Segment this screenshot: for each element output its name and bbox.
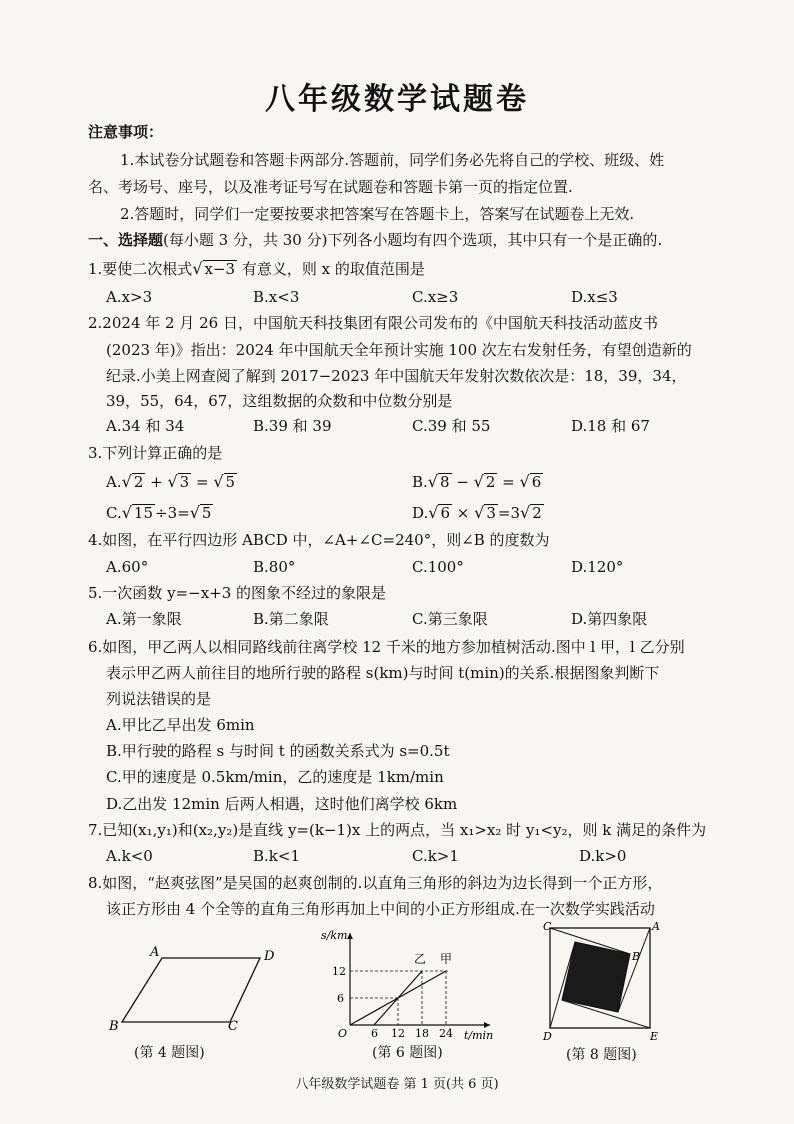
q6-line1: 6.如图，甲乙两人以相同路线前往离学校 12 千米的地方参加植树活动.图中 l 甲，l 乙分别 [88,638,685,656]
q3-option-b: B.√ 8 − √ 2 = √ 6 [412,472,542,491]
notice-item1-line1: 1.本试卷分试题卷和答题卡两部分.答题前，同学们务必先将自己的学校、班级、姓 [120,151,665,169]
figure-6-graph [318,925,498,1040]
q5-option-c: C.第三象限 [412,610,488,628]
fig4-label-d: D [264,949,275,964]
fig6-line-label-yi: 乙 [414,952,427,966]
q3-option-a: A.√ 2 + √ 3 = √ 5 [106,472,236,491]
q2-option-d: D.18 和 67 [571,417,650,435]
q3-d-mid: =3 [497,504,520,522]
q3-option-d: D.√ 6 × √ 3 =3√ 2 [412,503,542,522]
q4-option-c: C.100° [412,558,464,576]
q3-option-c: C.√ 15 ÷3=√ 5 [106,503,212,522]
q8-line1: 8.如图，“赵爽弦图”是吴国的赵爽创制的.以直角三角形的斜边为边长得到一个正方形， [88,874,663,892]
q1-stem [88,259,425,279]
figure-8-caption: (第 8 题图) [566,1047,637,1063]
fig6-line-label-jia: 甲 [440,952,453,966]
q8-line2: 该正方形由 4 个全等的直角三角形再加上中间的小正方形组成.在一次数学实践活动 [106,900,655,918]
fig6-xtick-24: 24 [439,1027,453,1040]
q4-option-d: D.120° [571,558,624,576]
q7-option-c: C.k>1 [412,847,459,865]
q3-b-r3: 6 [531,473,542,491]
parallelogram-shape [122,958,260,1022]
fig6-xtick-18: 18 [415,1027,429,1040]
q3-a-label: A. [106,473,122,491]
figure-4-caption: (第 4 题图) [134,1045,205,1061]
fig6-xtick-6: 6 [371,1027,378,1040]
fig8-label-e: E [650,1030,659,1043]
q4-option-a: A.60° [106,558,149,576]
page-title: 八年级数学试题卷 [265,82,529,117]
q6-line3: 列说法错误的是 [106,690,212,708]
q5-option-a: A.第一象限 [106,610,182,628]
fig6-xlabel: t/min [464,1029,494,1040]
q7-stem: 7.已知(x₁,y₁)和(x₂,y₂)是直线 y=(k−1)x 上的两点，当 x₁>x₂ 时 y₁<y₂，则 k 满足的条件为 [88,821,707,839]
q2-line2: (2023 年)》指出：2024 年中国航天全年预计实施 100 次左右发射任务，有望创造新的 [106,341,692,359]
q6-option-a: A.甲比乙早出发 6min [106,716,255,734]
q3-c-label: C. [106,504,122,522]
q3-d-label: D. [412,504,429,522]
q3-a-r1: 2 [133,473,144,491]
notice-item2: 2.答题时，同学们一定要按要求把答案写在答题卡上，答案写在试题卷上无效. [120,205,635,223]
q3-c-r1: 15 [133,504,154,522]
q6-option-b: B.甲行驶的路程 s 与时间 t 的函数关系式为 s=0.5t [106,742,450,760]
figure-8-chord-diagram [540,918,666,1046]
q1-option-a: A.x>3 [106,288,153,306]
q1-option-c: C.x≥3 [412,288,459,306]
q2-line4: 39，55，64，67，这组数据的众数和中位数分别是 [106,392,453,410]
q4-option-b: B.80° [253,558,296,576]
notice-item1-line2: 名、考场号、座号，以及准考证号写在试题卷和答题卡第一页的指定位置. [88,178,573,196]
q1-stem-post: 有意义，则 x 的取值范围是 [241,260,425,278]
x-axis-arrow [484,1022,490,1028]
q3-a-r3: 5 [225,473,236,491]
q6-option-c: C.甲的速度是 0.5km/min，乙的速度是 1km/min [106,768,444,786]
q3-b-r2: 2 [485,473,496,491]
q5-stem: 5.一次函数 y=−x+3 的图象不经过的象限是 [88,584,387,602]
q1-stem-pre: 1.要使二次根式 [88,260,193,278]
q7-option-d: D.k>0 [579,847,627,865]
q1-radicand: x−3 [204,260,236,278]
figure-4-parallelogram [100,940,300,1040]
y-axis-arrow [347,933,353,939]
fig6-origin: O [338,1027,348,1040]
q3-d-r1: 6 [440,504,451,522]
q6-option-d: D.乙出发 12min 后两人相遇，这时他们离学校 6km [106,795,458,813]
fig8-label-c: C [543,920,552,933]
q2-line3: 纪录.小美上网查阅了解到 2017−2023 年中国航天年发射次数依次是：18，39，34， [106,367,687,385]
section1-heading: 一、选择题 [88,231,164,249]
q5-option-b: B.第二象限 [253,610,329,628]
section1-header [88,230,662,250]
q3-stem: 3.下列计算正确的是 [88,444,223,462]
q3-c-r2: 5 [201,504,212,522]
q4-stem: 4.如图，在平行四边形 ABCD 中，∠A+∠C=240°，则∠B 的度数为 [88,531,550,549]
q3-c-mid: ÷3= [155,504,190,522]
fig6-ytick-6: 6 [337,992,344,1005]
q1-option-d: D.x≤3 [571,288,618,306]
q5-option-d: D.第四象限 [571,610,648,628]
fig8-label-b: B [632,950,641,963]
q2-option-c: C.39 和 55 [412,417,491,435]
notice-heading: 注意事项： [88,123,164,141]
fig4-label-b: B [109,1019,119,1034]
radical-sign: √ [192,259,203,278]
q3-b-r1: 8 [440,473,450,491]
q2-line1: 2.2024 年 2 月 26 日，中国航天科技集团有限公司发布的《中国航天科技活动蓝皮书 [88,314,658,332]
fig8-label-d: D [543,1030,552,1043]
fig6-ylabel: s/km [321,929,348,942]
q3-a-r2: 3 [179,473,190,491]
q6-line2: 表示甲乙两人前往目的地所行驶的路程 s(km)与时间 t(min)的关系.根据图象判断下 [106,664,660,682]
q3-d-r3: 2 [532,504,542,522]
q3-d-r2: 3 [486,504,496,522]
figure-6-caption: (第 6 题图) [372,1045,443,1061]
q7-option-b: B.k<1 [253,847,300,865]
q3-b-label: B. [412,473,428,491]
section1-desc: (每小题 3 分，共 30 分)下列各小题均有四个选项，其中只有一个是正确的. [163,231,663,249]
fig8-label-a: A [652,920,660,933]
fig4-label-a: A [150,945,160,960]
q2-option-a: A.34 和 34 [106,417,185,435]
page-footer: 八年级数学试题卷 第 1 页(共 6 页) [295,1077,499,1092]
q2-option-b: B.39 和 39 [253,417,332,435]
fig6-ytick-12: 12 [332,965,346,978]
fig4-label-c: C [228,1019,238,1034]
q7-option-a: A.k<0 [106,847,153,865]
fig6-xtick-12: 12 [391,1027,405,1040]
q1-option-b: B.x<3 [253,288,300,306]
